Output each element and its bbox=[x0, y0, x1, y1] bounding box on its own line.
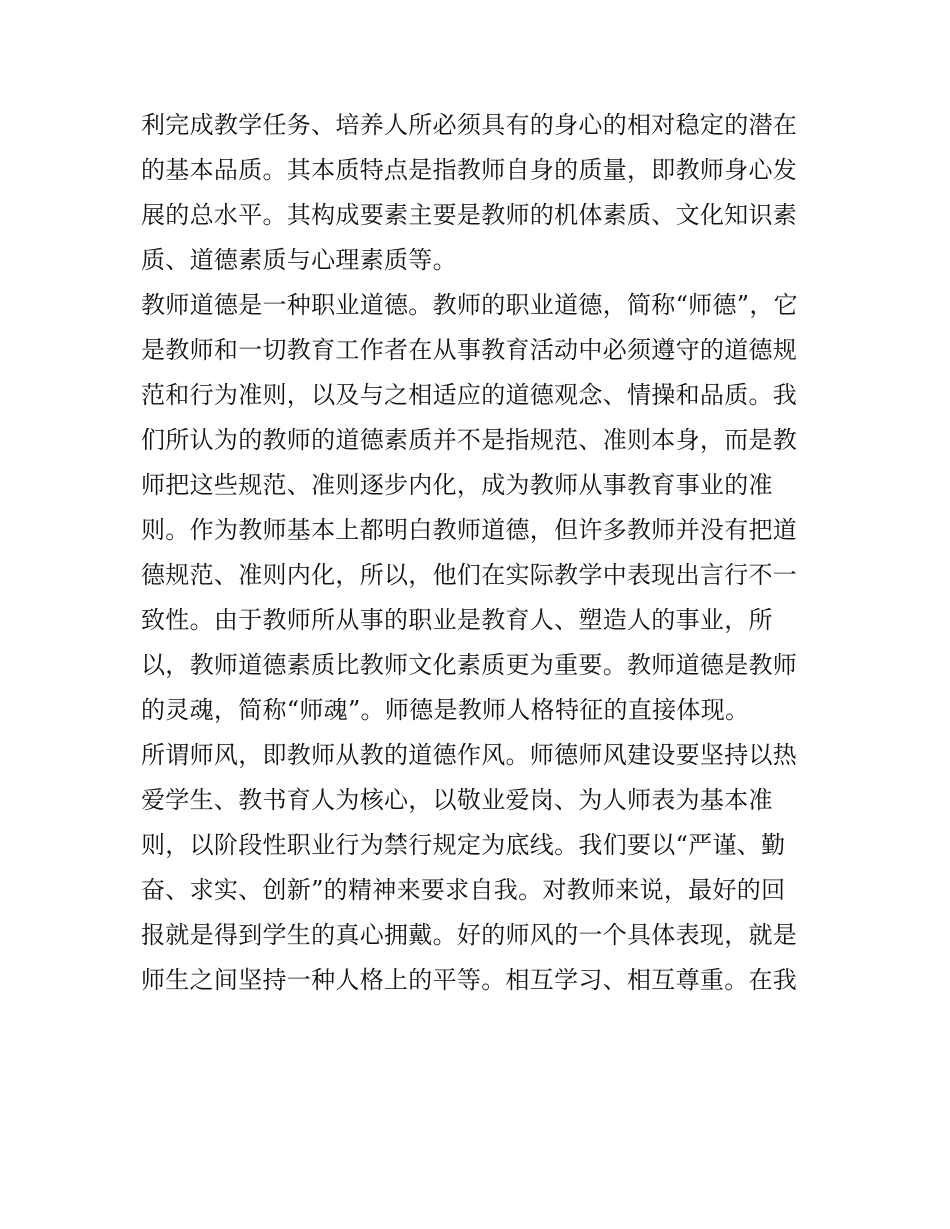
text-line: 质、道德素质与心理素质等。 bbox=[141, 246, 457, 274]
text-line: 范和行为准则，以及与之相适应的道德观念、情操和品质。我 bbox=[141, 381, 798, 409]
text-line: 利完成教学任务、培养人所必须具有的身心的相对稳定的潜在 bbox=[141, 111, 798, 139]
document-body bbox=[141, 103, 813, 1003]
text-line: 爱学生、教书育人为核心，以敬业爱岗、为人师表为基本准 bbox=[141, 786, 773, 814]
text-line: 德规范、准则内化，所以，他们在实际教学中表现出言行不一 bbox=[141, 561, 798, 589]
text-line: 的灵魂，简称“师魂”。师德是教师人格特征的直接体现。 bbox=[141, 696, 750, 724]
text-line: 所谓师风，即教师从教的道德作风。师德师风建设要坚持以热 bbox=[141, 741, 798, 769]
text-line: 师生之间坚持一种人格上的平等。相互学习、相互尊重。在我 bbox=[141, 966, 798, 994]
text-line: 则。作为教师基本上都明白教师道德，但许多教师并没有把道 bbox=[141, 516, 798, 544]
text-line: 展的总水平。其构成要素主要是教师的机体素质、文化知识素 bbox=[141, 201, 798, 229]
text-line: 师把这些规范、准则逐步内化，成为教师从事教育事业的准 bbox=[141, 471, 773, 499]
text-line: 教师道德是一种职业道德。教师的职业道德，简称“师德”，它 bbox=[141, 291, 798, 319]
text-line: 奋、求实、创新”的精神来要求自我。对教师来说，最好的回 bbox=[141, 876, 786, 904]
text-line: 的基本品质。其本质特点是指教师自身的质量，即教师身心发 bbox=[141, 156, 798, 184]
text-line: 报就是得到学生的真心拥戴。好的师风的一个具体表现，就是 bbox=[141, 921, 798, 949]
text-line: 以，教师道德素质比教师文化素质更为重要。教师道德是教师 bbox=[141, 651, 798, 679]
text-line: 是教师和一切教育工作者在从事教育活动中必须遵守的道德规 bbox=[141, 336, 798, 364]
text-line: 致性。由于教师所从事的职业是教育人、塑造人的事业，所 bbox=[141, 606, 773, 634]
text-line: 则，以阶段性职业行为禁行规定为底线。我们要以“严谨、勤 bbox=[141, 831, 786, 859]
text-line: 们所认为的教师的道德素质并不是指规范、准则本身，而是教 bbox=[141, 426, 798, 454]
